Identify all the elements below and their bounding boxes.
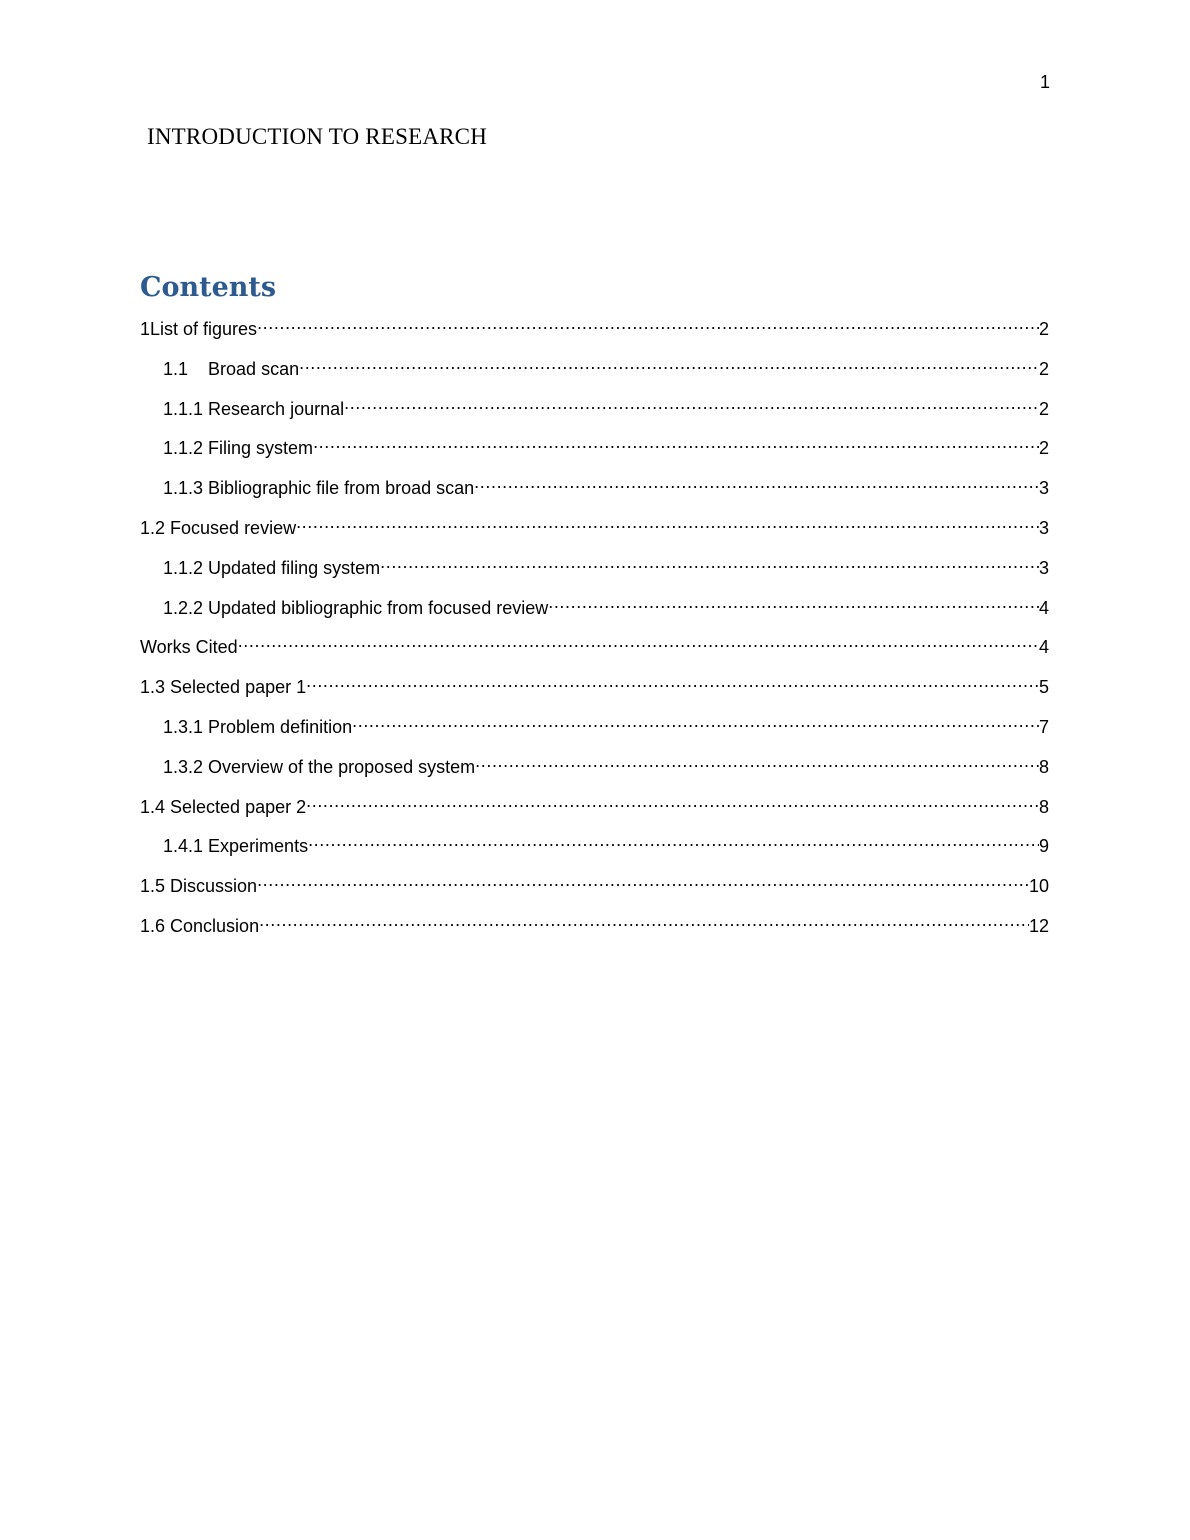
toc-entry-page: 2: [1038, 358, 1049, 379]
toc-entry[interactable]: [140, 749, 1049, 789]
toc-entry-label: 1.1.1 Research journal: [163, 398, 345, 419]
toc-entry-label-wrap: [163, 357, 299, 381]
toc-entry[interactable]: [140, 470, 1049, 510]
toc-entry-page: 7: [1038, 716, 1049, 737]
toc-entry-page: 4: [1038, 637, 1049, 658]
page-number: 1: [1039, 72, 1050, 92]
toc-dot-leader: [257, 311, 1039, 335]
toc-entry[interactable]: [140, 629, 1049, 669]
toc-entry-label: 1.6 Conclusion: [140, 915, 260, 936]
toc-dot-leader: [296, 510, 1039, 534]
toc-dot-leader: [306, 789, 1039, 813]
toc-dot-leader: [259, 908, 1029, 932]
toc-dot-leader: [299, 351, 1039, 375]
toc-entry[interactable]: [140, 709, 1049, 749]
toc-entry-page: 4: [1038, 597, 1049, 618]
toc-entry-label: Broad scan: [208, 358, 300, 379]
toc-entry[interactable]: [140, 550, 1049, 590]
toc-entry-page: 12: [1028, 915, 1049, 936]
toc-dot-leader: [308, 828, 1039, 852]
toc-entry[interactable]: [140, 868, 1049, 908]
toc-dot-leader: [313, 430, 1039, 454]
toc-entry-label: 1.1.3 Bibliographic file from broad scan: [163, 478, 475, 499]
toc-dot-leader: [380, 550, 1039, 574]
toc-entry-page: 9: [1038, 836, 1049, 857]
toc-entry[interactable]: [140, 669, 1049, 709]
toc-entry[interactable]: [140, 391, 1049, 431]
toc-entry-page: 10: [1028, 876, 1049, 897]
table-of-contents: [140, 311, 1049, 948]
toc-entry-page: 8: [1038, 796, 1049, 817]
toc-entry-label: 1.1.2 Filing system: [163, 438, 314, 459]
toc-entry-page: 2: [1038, 438, 1049, 459]
toc-entry-label: 1.3 Selected paper 1: [140, 677, 307, 698]
toc-entry-label: 1.2.2 Updated bibliographic from focused review: [163, 597, 549, 618]
toc-entry-page: 2: [1038, 319, 1049, 339]
toc-entry-page: 3: [1038, 557, 1049, 578]
toc-entry-page: 3: [1038, 517, 1049, 538]
toc-entry-number: 1.1: [163, 358, 189, 379]
toc-dot-leader: [238, 629, 1039, 653]
toc-entry[interactable]: [140, 908, 1049, 948]
toc-entry-page: 5: [1038, 677, 1049, 698]
toc-entry-label: 1.1.2 Updated filing system: [163, 557, 381, 578]
document-header-title: INTRODUCTION TO RESEARCH: [147, 124, 488, 149]
toc-entry-page: 2: [1038, 398, 1049, 419]
toc-entry-label: 1.2 Focused review: [140, 517, 297, 538]
toc-entry-label: 1.3.1 Problem definition: [163, 716, 353, 737]
toc-dot-leader: [352, 709, 1039, 733]
toc-dot-leader: [475, 749, 1039, 773]
table-of-contents-heading: Contents: [140, 272, 277, 303]
toc-entry[interactable]: [140, 590, 1049, 630]
toc-entry[interactable]: [140, 828, 1049, 868]
toc-dot-leader: [344, 391, 1039, 415]
toc-dot-leader: [306, 669, 1039, 693]
toc-entry-label: 1List of figures: [140, 319, 258, 339]
toc-entry-label: 1.4 Selected paper 2: [140, 796, 307, 817]
toc-entry-label: 1.5 Discussion: [140, 876, 258, 897]
toc-entry-label: Works Cited: [140, 637, 238, 658]
toc-entry[interactable]: [140, 351, 1049, 391]
toc-entry[interactable]: [140, 789, 1049, 829]
toc-entry[interactable]: [140, 510, 1049, 550]
toc-entry-label: 1.3.2 Overview of the proposed system: [163, 756, 476, 777]
toc-entry[interactable]: [140, 311, 1049, 351]
toc-entry-page: 3: [1038, 478, 1049, 499]
toc-entry-page: 8: [1038, 756, 1049, 777]
toc-entry-label: 1.4.1 Experiments: [163, 836, 309, 857]
toc-dot-leader: [548, 590, 1039, 614]
toc-entry[interactable]: [140, 430, 1049, 470]
toc-dot-leader: [474, 470, 1039, 494]
toc-dot-leader: [257, 868, 1029, 892]
